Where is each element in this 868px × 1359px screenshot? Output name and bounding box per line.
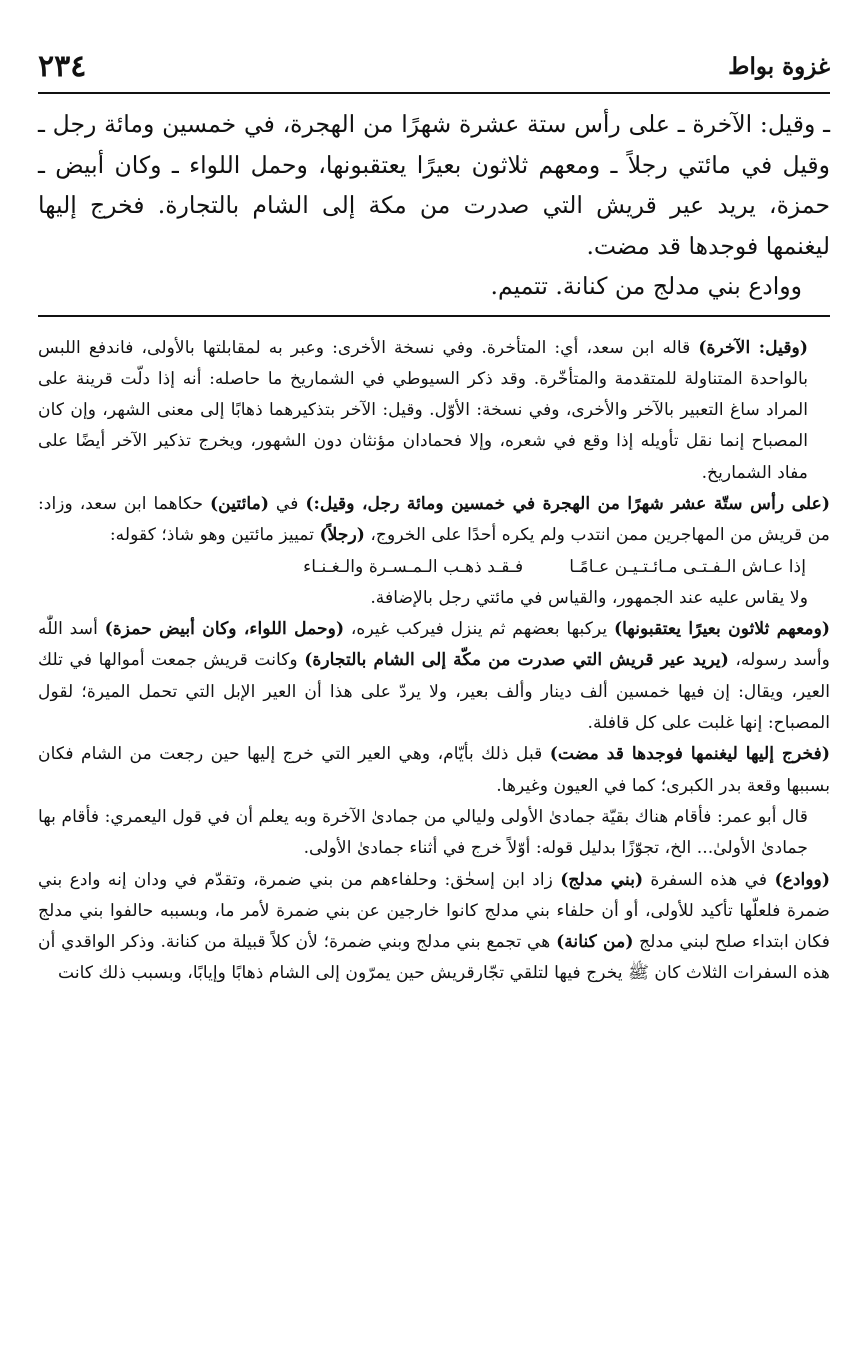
commentary-text: هي تجمع بني مدلج وبني ضمرة؛ لأن كلاً قبيلة من كنانة. وذكر الواقدي أن هذه السفرات الثلاث كان ﷺ يخرج فيها لتلقي تجّارقريش حين يمرّون إلى الشام ذهابًا وإيابًا، وبسبب ذلك كانت: [38, 932, 830, 984]
lemma: (فخرج إليها ليغنمها فوجدها قد مضت): [549, 744, 830, 765]
commentary-text: يركبها بعضهم ثم ينزل فيركب غيره،: [344, 619, 614, 640]
commentary-paragraph: [38, 739, 830, 802]
lemma: (بني مدلج): [560, 869, 644, 890]
commentary-text: تمييز مائتين وهو شاذ؛ كقوله:: [109, 525, 320, 546]
lemma: (ووادع): [774, 869, 830, 890]
commentary-text: وكانت قريش جمعت أموالها في تلك العير، ويقال: إن فيها خمسين ألف دينار وألف بعير، ولا يردّ على هذا أن العير الإبل التي تحمل الميرة؛ لقول المصباح: إنها غلبت على كل قافلة.: [38, 650, 830, 734]
commentary-paragraph: [38, 489, 830, 552]
commentary-text: زاد ابن إسحٰق: وحلفاءهم من بني ضمرة، وتقدّم في ودان إنه وادع بني ضمرة فلعلّها تأكيد للأولى، أو أن حلفاء بني مدلج كانوا خارجين عن بني ضمرة لأمر ما، وبسببه حالفوا بني مدلج فكان ابتداء صلح لبني مدلج: [38, 869, 830, 953]
commentary-text: قاله ابن سعد، أي: المتأخرة. وفي نسخة الأخرى: وعبر به لمقابلتها بالأولى، فاندفع اللبس بالواحدة المتناولة للمتقدمة والمتأخّرة. وقد ذكر السيوطي في الشماريخ ما حاصله: أنه إذا دلّت قرينة على المراد ساغ التعبير بالآخر والأخرى، وفي نسخة: الأوّل. وقيل: الآخر بتذكيرهما ذهابًا إلى معنى الشهر، وإن كان المصباح إنما نقل تأويله إذا وقع في شعره، وإلا فحمادان مؤنثان دون الشهور، ويخرج تذكير الآخر أيضًا على مفاد الشماريخ.: [38, 337, 808, 483]
lemma: (من كنانة): [556, 932, 634, 953]
lemma: (رجلاً): [319, 525, 365, 546]
commentary-paragraph: [38, 865, 830, 990]
page-header: [38, 40, 830, 94]
commentary-paragraph: [38, 614, 830, 739]
commentary-paragraph: قال أبو عمر: فأقام هناك بقيّة جمادىٰ الأولى وليالي من جمادىٰ الآخرة وبه يعلم أن في قول اليعمري: فأقام بها جمادىٰ الأولىٰ... الخ، تجوّزًا بدليل قوله: أوّلاً خرج في أثناء جمادىٰ الأولى.: [38, 806, 808, 859]
lemma: (يريد عير قريش التي صدرت من مكّة إلى الشام بالتجارة): [304, 650, 729, 671]
commentary-text: في: [268, 493, 306, 514]
verse-hemistich: فـقـد ذهـب الـمـسـرة والـغـنـاء: [303, 556, 524, 577]
lemma: (وقيل: الآخرة): [698, 337, 808, 358]
commentary-paragraph: [38, 333, 830, 489]
main-paragraph: ووادع بني مدلج من كنانة. تتميم.: [490, 272, 802, 300]
commentary-text: في هذه السفرة: [643, 869, 775, 890]
lemma: (ومعهم ثلاثون بعيرًا يعتقبونها): [613, 619, 831, 640]
lemma: (مائتين): [210, 493, 269, 514]
main-paragraph: ـ وقيل: الآخرة ـ على رأس ستة عشرة شهرًا من الهجرة، في خمسين ومائة رجل ـ وقيل في مائتي رجلاً ـ ومعهم ثلاثون بعيرًا يعتقبونها، وحمل اللواء ـ وكان أبيض ـ حمزة، يريد عير قريش التي صدرت من مكة إلى الشام بالتجارة. فخرج إليها ليغنمها فوجدها قد مضت.: [38, 110, 830, 260]
main-text: [38, 104, 830, 307]
footnote-divider: [38, 315, 830, 317]
poetry-verse: [38, 552, 830, 583]
running-title: غزوة بواط: [728, 52, 830, 80]
commentary: [38, 333, 830, 990]
commentary-text: حكاهما ابن سعد، وزاد: من قريش من المهاجرين ممن انتدب ولم يكره أحدًا على الخروج،: [38, 493, 830, 546]
verse-hemistich: إذا عـاش الـفـتـى مـائـتـيـن عـامًـا: [569, 556, 806, 577]
commentary-paragraph: ولا يقاس عليه عند الجمهور، والقياس في مائتي رجل بالإضافة.: [370, 587, 808, 608]
commentary-text: قبل ذلك بأيّام، وهي العير التي خرج إليها حين رجعت من الشام فكان بسببها وقعة بدر الكبرى؛ كما في العيون وغيرها.: [38, 744, 830, 796]
lemma: (على رأس ستّة عشر شهرًا من الهجرة في خمسين ومائة رجل، وقيل:): [305, 493, 831, 514]
page-number: ٢٣٤: [38, 48, 87, 84]
commentary-text: أسد اللّٰه وأسد رسوله،: [38, 619, 830, 671]
lemma: (وحمل اللواء، وكان أبيض حمزة): [104, 619, 345, 640]
book-page: [38, 40, 830, 990]
